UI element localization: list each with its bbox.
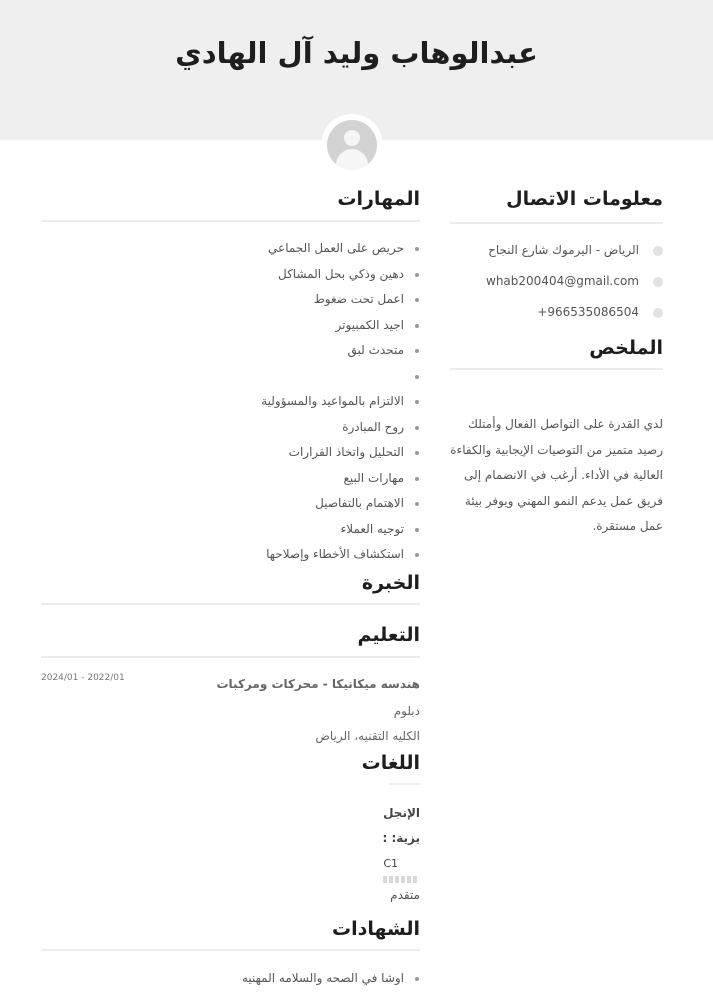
skill-item: حريص على العمل الجماعي (41, 241, 420, 267)
language-proficiency-label: يزية: : (382, 831, 420, 845)
skills-list (41, 241, 420, 573)
education-date: 2024/01 - 2022/01 (41, 673, 125, 683)
level-segment (389, 876, 393, 883)
level-segment (383, 876, 387, 883)
level-segment (413, 876, 417, 883)
skill-item: اعمل تحت ضغوط (41, 292, 420, 318)
skill-item: توجيه العملاء (41, 522, 420, 548)
contact-item-address (450, 243, 663, 274)
contact-list (450, 243, 663, 336)
skill-item: استكشاف الأخطاء وإصلاحها (41, 547, 420, 573)
language-level-code: C1 (383, 857, 398, 870)
languages-section-title: اللغات (361, 752, 420, 774)
skill-item: دهين وذكي بحل المشاكل (41, 267, 420, 293)
experience-divider (41, 603, 420, 605)
level-segment (407, 876, 411, 883)
language-level-bar (383, 876, 419, 883)
skill-item: متحدث لبق (41, 343, 420, 369)
education-degree: هندسه ميكانيكا - محركات ومركبات (216, 677, 420, 691)
skill-item: مهارات البيع (41, 471, 420, 497)
certificates-list (41, 971, 420, 985)
languages-divider (390, 783, 420, 785)
skill-item: التحليل واتخاذ القرارات (41, 445, 420, 471)
avatar (321, 114, 383, 176)
skills-divider (41, 220, 420, 222)
email-icon (653, 277, 663, 287)
summary-divider (450, 368, 663, 370)
education-divider (41, 656, 420, 658)
contact-item-phone (450, 305, 663, 336)
certificates-divider (41, 949, 420, 951)
language-level: متقدم (390, 888, 420, 902)
experience-section-title: الخبرة (361, 572, 420, 594)
contact-phone[interactable]: +966535086504 (537, 305, 639, 319)
contact-item-email (450, 274, 663, 305)
skill-item: روح المبادرة (41, 420, 420, 446)
location-icon (653, 246, 663, 256)
contact-email[interactable]: whab200404@gmail.com (486, 274, 639, 288)
skill-item (41, 369, 420, 395)
skills-section-title: المهارات (337, 188, 420, 210)
skill-item: الالتزام بالمواعيد والمسؤولية (41, 394, 420, 420)
contact-divider (450, 222, 663, 224)
candidate-name: عبدالوهاب وليد آل الهادي (175, 36, 538, 70)
certificate-item: اوشا في الصحه والسلامه المهنيه (41, 971, 420, 985)
summary-text: لدي القدرة على التواصل الفعال وأمتلك رصيد متميز من التوصيات الإيجابية والكفاءة العالية في الأداء. أرغب في الانضمام إلى فريق عمل يدعم النمو المهني ويوفر بيئة عمل مستقرة. (450, 417, 663, 533)
user-silhouette-icon (327, 120, 377, 170)
education-section-title: التعليم (357, 624, 420, 646)
education-type: دبلوم (393, 704, 420, 718)
level-segment (395, 876, 399, 883)
skill-item: اجيد الكمبيوتر (41, 318, 420, 344)
language-name: الإنجل (383, 806, 420, 820)
certificates-section-title: الشهادات (331, 918, 420, 940)
education-school: الكليه التقنيه، الرياض (315, 729, 420, 743)
summary-section-title: الملخص (589, 337, 663, 359)
skill-item: الاهتمام بالتفاصيل (41, 496, 420, 522)
level-segment (401, 876, 405, 883)
contact-address: الرياض - اليرموك شارع النجاح (488, 243, 639, 257)
phone-icon (653, 308, 663, 318)
contact-section-title: معلومات الاتصال (506, 188, 663, 210)
